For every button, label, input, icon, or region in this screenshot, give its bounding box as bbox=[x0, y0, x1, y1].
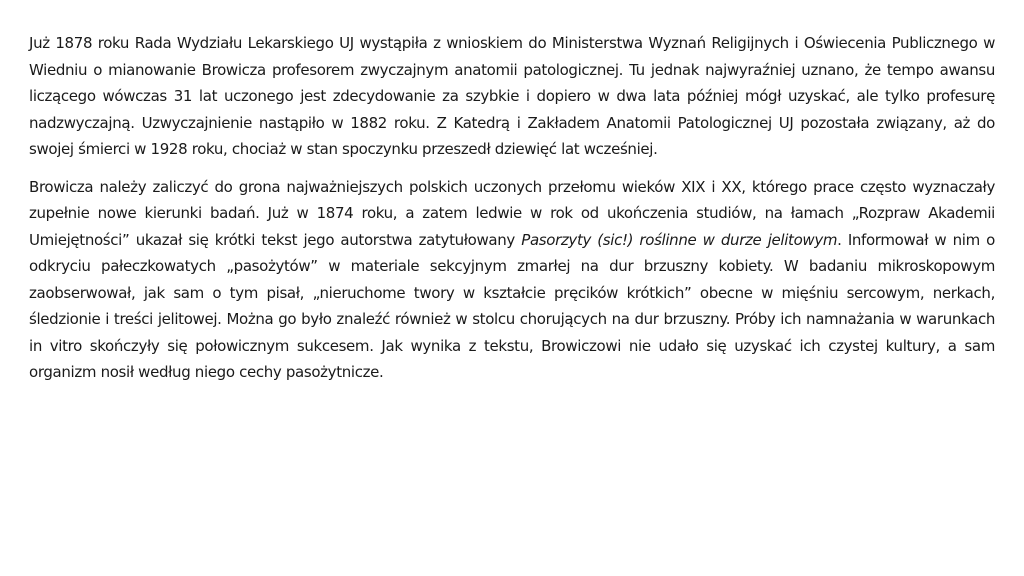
paragraph-first: Już 1878 roku Rada Wydziału Lekarskiego UJ wystąpiła z wnioskiem do Ministerstwa Wyznań Religijnych i Oświecenia Publicznego w Wiedniu o mianowanie Browicza profesorem zwyczajnym anatomii patologicznej. Tu jednak najwyraźniej uznano, że tempo awansu liczącego wówczas 31 lat uczonego jest zdecydowanie za szybkie i dopiero w dwa lata później mógł uzyskać, ale tylko profesurę nadzwyczajną. Uzwyczajnienie nastąpiło w 1882 roku. Z Katedrą i Zakładem Anatomii Patologicznej UJ pozostała związany, aż do swojej śmierci w 1928 roku, chociaż w stan spoczynku przeszedł dziewięć lat wcześniej. bbox=[29, 34, 995, 158]
paragraph-second-part-1: Browicza należy zaliczyć do grona najważniejszych polskich uczonych przełomu wieków XIX i XX, którego prace często wyznaczały zupełnie nowe kierunki badań. Już w 1874 roku, a zatem ledwie w rok od ukończenia studiów, na łamach „Rozpraw Akademii Umiejętności” ukazał się krótki tekst jego autorstwa zatytułowany bbox=[29, 177, 995, 249]
document-body bbox=[29, 30, 995, 386]
article-title: Pasorzyty (sic!) roślinne w durze jelitowym bbox=[521, 230, 838, 249]
paragraph-second bbox=[29, 174, 995, 386]
paragraph-second-part-2: . Informował w nim o odkryciu pałeczkowatych „pasożytów” w materiale sekcyjnym zmarłej na dur brzuszny kobiety. W badaniu mikroskopowym zaobserwował, jak sam o tym pisał, „nieruchome twory w kształcie pręcików krótkich” obecne w mięśniu sercowym, nerkach, śledzionie i treści jelitowej. Można go było znaleźć również w stolcu chorujących na dur brzuszny. Próby ich namnażania w warunkach in vitro skończyły się połowicznym sukcesem. Jak wynika z tekstu, Browiczowi nie udało się uzyskać ich czystej kultury, a sam organizm nosił według niego cechy pasożytnicze. bbox=[29, 230, 995, 381]
